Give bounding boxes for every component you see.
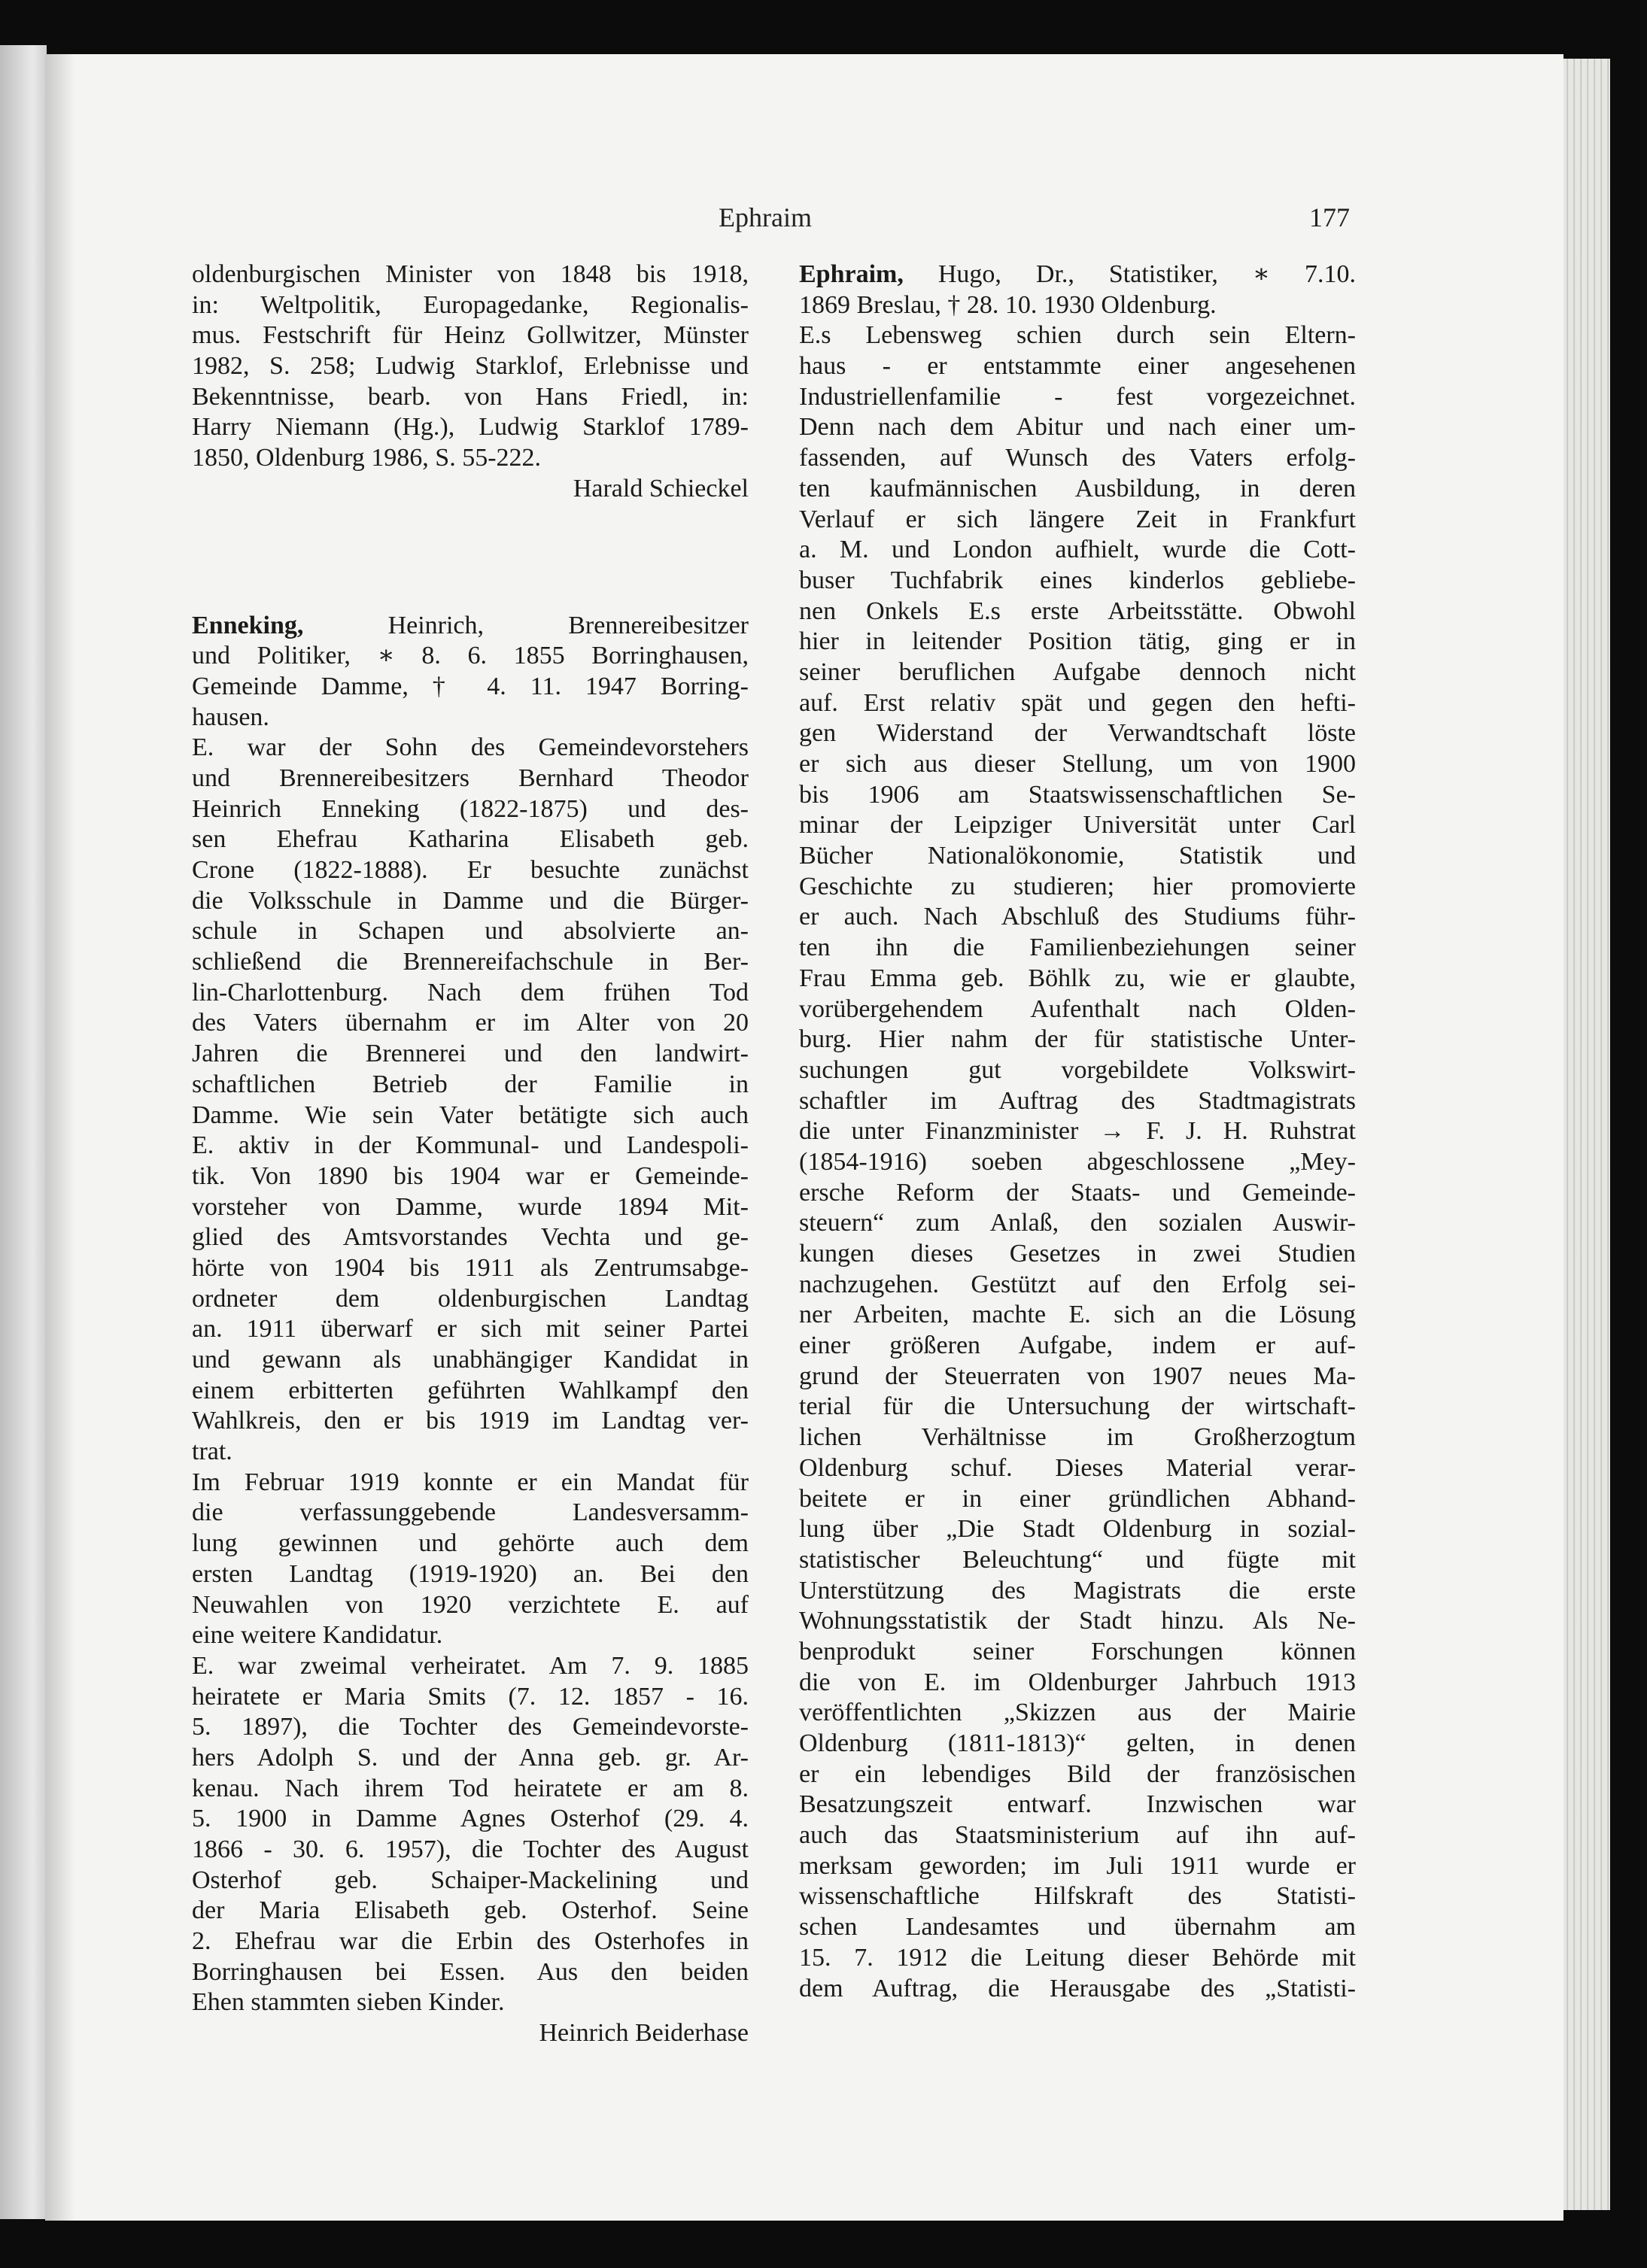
entry-line: burg. Hier nahm der für statistische Unter- — [799, 1025, 1356, 1054]
entry-line: veröffentlichten „Skizzen aus der Mairie — [799, 1699, 1356, 1727]
entry-line: Bücher Nationalökonomie, Statistik und — [799, 842, 1356, 870]
entry-line: Verlauf er sich längere Zeit in Frankfurt — [799, 505, 1356, 533]
bibliography — [192, 260, 749, 505]
entry-line: die von E. im Oldenburger Jahrbuch 1913 — [799, 1668, 1356, 1696]
entry-line: die Volksschule in Damme und die Bürger- — [192, 886, 749, 915]
entry-line: des Vaters übernahm er im Alter von 20 — [192, 1009, 749, 1037]
entry-line: Oldenburg (1811-1813)“ gelten, in denen — [799, 1729, 1356, 1757]
entry-line: E. war der Sohn des Gemeindevorstehers — [192, 733, 749, 762]
entry-line: 1866 - 30. 6. 1957), die Tochter des August — [192, 1835, 749, 1863]
entry-line: Osterhof geb. Schaiper-Mackelining und — [192, 1866, 749, 1894]
entry-line: ner Arbeiten, machte E. sich an die Lösung — [799, 1301, 1356, 1329]
entry-line: einem erbitterten geführten Wahlkampf den — [192, 1376, 749, 1404]
entry-line: Heinrich, Brennereibesitzer — [303, 611, 749, 639]
entry-line: an. 1911 überwarf er sich mit seiner Partei — [192, 1315, 749, 1343]
entry-line: Besatzungszeit entwarf. Inzwischen war — [799, 1790, 1356, 1819]
bibliography-line: Harry Niemann (Hg.), Ludwig Starklof 1789- — [192, 413, 749, 442]
entry-line: und Politiker, ∗ 8. 6. 1855 Borringhausen, — [192, 642, 749, 670]
entry-line: Oldenburg schuf. Dieses Material verar- — [799, 1453, 1356, 1482]
entry-line: schaftlichen Betrieb der Familie in — [192, 1070, 749, 1098]
entry-line: lung über „Die Stadt Oldenburg in sozial- — [799, 1515, 1356, 1544]
entry-line: Crone (1822-1888). Er besuchte zunächst — [192, 856, 749, 884]
left-page-edge — [0, 45, 47, 2219]
entry-line: benprodukt seiner Forschungen können — [799, 1637, 1356, 1665]
entry-line: 5. 1897), die Tochter des Gemeindevorste- — [192, 1713, 749, 1741]
entry-line: trat. — [192, 1438, 232, 1466]
entry-line: hers Adolph S. und der Anna geb. gr. Ar- — [192, 1743, 749, 1772]
entry-ephraim — [799, 260, 1356, 2004]
entry-line: ten ihn die Familienbeziehungen seiner — [799, 934, 1356, 962]
entry-line: Industriellenfamilie - fest vorgezeichnet. — [799, 382, 1356, 411]
page-number: 177 — [1309, 202, 1350, 232]
spine-shadow — [45, 54, 75, 2221]
bibliography-line: Bekenntnisse, bearb. von Hans Friedl, in: — [192, 382, 749, 411]
entry-line: Damme. Wie sein Vater betätigte sich auch — [192, 1101, 749, 1129]
entry-line: minar der Leipziger Universität unter Carl — [799, 811, 1356, 839]
entry-line: auf. Erst relativ spät und gegen den hefti- — [799, 688, 1356, 717]
entry-line: schen Landesamtes und übernahm am — [799, 1913, 1356, 1942]
entry-line: grund der Steuerraten von 1907 neues Ma- — [799, 1362, 1356, 1390]
entry-line: E. war zweimal verheiratet. Am 7. 9. 1885 — [192, 1651, 749, 1680]
entry-line: lichen Verhältnisse im Großherzogtum — [799, 1423, 1356, 1452]
entry-line: gen Widerstand der Verwandtschaft löste — [799, 719, 1356, 748]
entry-line: seiner beruflichen Aufgabe dennoch nicht — [799, 657, 1356, 686]
entry-line: Denn nach dem Abitur und nach einer um- — [799, 413, 1356, 442]
entry-line: vorsteher von Damme, wurde 1894 Mit- — [192, 1192, 749, 1221]
entry-line: nachzugehen. Gestützt auf den Erfolg sei- — [799, 1270, 1356, 1298]
entry-line: suchungen gut vorgebildete Volkswirt- — [799, 1055, 1356, 1084]
entry-line: nen Onkels E.s erste Arbeitsstätte. Obwohl — [799, 597, 1356, 625]
entry-line: Wahlkreis, den er bis 1919 im Landtag ver- — [192, 1407, 749, 1435]
entry-line: Borringhausen bei Essen. Aus den beiden — [192, 1957, 749, 1986]
entry-line: haus - er entstammte einer angesehenen — [799, 352, 1356, 381]
entry-line: fassenden, auf Wunsch des Vaters erfolg- — [799, 444, 1356, 472]
entry-line: ordneter dem oldenburgischen Landtag — [192, 1284, 749, 1313]
entry-line: der Maria Elisabeth geb. Osterhof. Seine — [192, 1896, 749, 1925]
bibliography-line: mus. Festschrift für Heinz Gollwitzer, Münster — [192, 321, 749, 350]
entry-line: 5. 1900 in Damme Agnes Osterhof (29. 4. — [192, 1805, 749, 1833]
entry-line: vorübergehendem Aufenthalt nach Olden- — [799, 994, 1356, 1023]
entry-line: terial für die Untersuchung der wirtschaft- — [799, 1392, 1356, 1421]
entry-line: schließend die Brennereifachschule in Ber- — [192, 948, 749, 976]
entry-line: und Brennereibesitzers Bernhard Theodor — [192, 764, 749, 792]
entry-line: Im Februar 1919 konnte er ein Mandat für — [192, 1468, 749, 1496]
entry-line: kungen dieses Gesetzes in zwei Studien — [799, 1240, 1356, 1268]
entry-line: einer größeren Aufgabe, indem er auf- — [799, 1331, 1356, 1360]
entry-line: die verfassunggebende Landesversamm- — [192, 1498, 749, 1527]
entry-name: Enneking, — [192, 611, 304, 639]
left-column — [192, 260, 749, 2049]
entry-line: a. M. und London aufhielt, wurde die Cott- — [799, 536, 1356, 564]
entry-line: Wohnungsstatistik der Stadt hinzu. Als Ne- — [799, 1607, 1356, 1635]
entry-line: wissenschaftliche Hilfskraft des Statisti- — [799, 1882, 1356, 1911]
entry-line: lin-Charlottenburg. Nach dem frühen Tod — [192, 978, 749, 1006]
entry-line: beitete er in einer gründlichen Abhand- — [799, 1484, 1356, 1513]
entry-line: dem Auftrag, die Herausgabe des „Statisti- — [799, 1974, 1356, 2002]
entry-line: Ehen stammten sieben Kinder. — [192, 1988, 505, 2017]
entry-line: Jahren die Brennerei und den landwirt- — [192, 1040, 749, 1068]
entry-line: Frau Emma geb. Böhlk zu, wie er glaubte, — [799, 964, 1356, 992]
entry-line: er ein lebendiges Bild der französischen — [799, 1759, 1356, 1788]
entry-line: kenau. Nach ihrem Tod heiratete er am 8. — [192, 1774, 749, 1802]
entry-line: glied des Amtsvorstandes Vechta und ge- — [192, 1223, 749, 1252]
entry-line: schaftler im Auftrag des Stadtmagistrats — [799, 1086, 1356, 1115]
entry-line: Hugo, Dr., Statistiker, ∗ 7.10. — [903, 260, 1356, 288]
entry-line: hörte von 1904 bis 1911 als Zentrumsabge- — [192, 1253, 749, 1282]
bibliography-line: oldenburgischen Minister von 1848 bis 1918, — [192, 260, 749, 288]
entry-line: er auch. Nach Abschluß des Studiums führ- — [799, 903, 1356, 931]
entry-line: 2. Ehefrau war die Erbin des Osterhofes in — [192, 1927, 749, 1956]
entry-line: die unter Finanzminister → F. J. H. Ruhstrat — [799, 1117, 1356, 1146]
entry-line: schule in Schapen und absolvierte an- — [192, 917, 749, 946]
entry-line: Geschichte zu studieren; hier promovierte — [799, 872, 1356, 900]
entry-line: Gemeinde Damme, † 4. 11. 1947 Borring- — [192, 672, 749, 700]
entry-line: tik. Von 1890 bis 1904 war er Gemeinde- — [192, 1161, 749, 1190]
entry-enneking — [192, 611, 749, 2049]
entry-line: hier in leitender Position tätig, ging er in — [799, 627, 1356, 656]
entry-line: und gewann als unabhängiger Kandidat in — [192, 1346, 749, 1374]
entry-line: auch das Staatsministerium auf ihn auf- — [799, 1821, 1356, 1850]
entry-author: Heinrich Beiderhase — [539, 2019, 749, 2048]
bibliography-line: 1850, Oldenburg 1986, S. 55-222. — [192, 444, 542, 472]
entry-line: er sich aus dieser Stellung, um von 1900 — [799, 750, 1356, 778]
entry-line: heiratete er Maria Smits (7. 12. 1857 - 16. — [192, 1682, 749, 1711]
right-column — [799, 260, 1356, 2004]
bibliography-line: 1982, S. 258; Ludwig Starklof, Erlebnisse und — [192, 352, 749, 381]
entry-line: eine weitere Kandidatur. — [192, 1621, 443, 1650]
entry-line: ersten Landtag (1919-1920) an. Bei den — [192, 1559, 749, 1588]
entry-name: Ephraim, — [799, 260, 904, 288]
bibliography-author: Harald Schieckel — [573, 474, 749, 502]
entry-line: sen Ehefrau Katharina Elisabeth geb. — [192, 825, 749, 854]
entry-line: bis 1906 am Staatswissenschaftlichen Se- — [799, 780, 1356, 809]
entry-line: (1854-1916) soeben abgeschlossene „Mey- — [799, 1147, 1356, 1176]
entry-line: lung gewinnen und gehörte auch dem — [192, 1529, 749, 1558]
entry-line: buser Tuchfabrik eines kinderlos gebliebe- — [799, 566, 1356, 594]
entry-line: ten kaufmännischen Ausbildung, in deren — [799, 474, 1356, 502]
bibliography-line: in: Weltpolitik, Europagedanke, Regionalis- — [192, 290, 749, 319]
entry-line: E. aktiv in der Kommunal- und Landespoli- — [192, 1131, 749, 1160]
entry-line: E.s Lebensweg schien durch sein Eltern- — [799, 321, 1356, 350]
entry-line: Neuwahlen von 1920 verzichtete E. auf — [192, 1590, 749, 1619]
running-head-title: Ephraim — [719, 202, 812, 232]
entry-line: 1869 Breslau, † 28. 10. 1930 Oldenburg. — [799, 290, 1217, 319]
entry-line: steuern“ zum Anlaß, den sozialen Auswir- — [799, 1209, 1356, 1237]
entry-line: Heinrich Enneking (1822-1875) und des- — [192, 794, 749, 823]
entry-line: hausen. — [192, 703, 269, 731]
entry-line: Unterstützung des Magistrats die erste — [799, 1576, 1356, 1605]
entry-line: statistischer Beleuchtung“ und fügte mit — [799, 1545, 1356, 1574]
entry-line: 15. 7. 1912 die Leitung dieser Behörde mit — [799, 1943, 1356, 1972]
entry-line: merksam geworden; im Juli 1911 wurde er — [799, 1851, 1356, 1880]
entry-line: ersche Reform der Staats- und Gemeinde- — [799, 1178, 1356, 1207]
